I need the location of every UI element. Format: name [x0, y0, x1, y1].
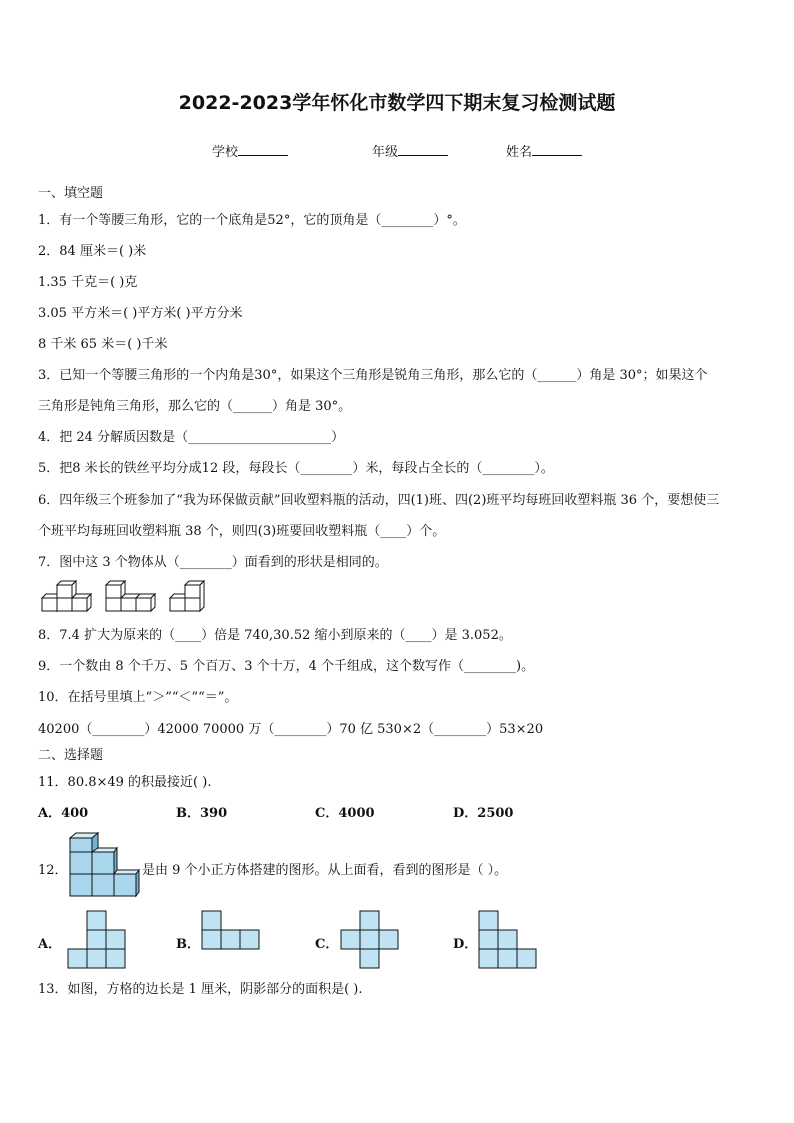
q7-cube-objects	[40, 580, 210, 614]
q12-option-c-grid	[340, 910, 400, 970]
question-2c: 3.05 平方米＝( )平方米( )平方分米	[38, 306, 243, 321]
question-5: 5．把8 米长的铁丝平均分成12 段，每段长（________）米，每段占全长的（________）。	[38, 461, 554, 476]
question-8: 8．7.4 扩大为原来的（____）倍是 740,30.52 缩小到原来的（____）是 3.052。	[38, 628, 512, 643]
section-multiple-choice: 二、选择题	[38, 748, 104, 763]
school-label: 学校	[212, 145, 239, 160]
question-12-number: 12．	[38, 863, 68, 878]
name-field	[506, 141, 582, 160]
question-10-comparisons: 40200（________）42000 70000 万（________）70 亿 530×2（________）53×20	[38, 722, 544, 737]
q12-cube-structure	[68, 832, 140, 898]
grade-blank	[398, 143, 448, 156]
q7-object-3	[170, 581, 204, 611]
question-10: 10．在括号里填上“＞”“＜”“＝”。	[38, 690, 238, 705]
question-3b: 三角形是钝角三角形，那么它的（______）角是 30°。	[38, 399, 352, 414]
grade-field	[372, 141, 448, 160]
q12-option-b-grid	[201, 910, 261, 951]
section-fill-in: 一、填空题	[38, 186, 104, 201]
q7-object-2	[106, 581, 155, 611]
school-field	[212, 141, 288, 160]
name-blank	[532, 143, 582, 156]
q12-option-d-grid	[478, 910, 538, 970]
question-2a: 2．84 厘米＝( )米	[38, 244, 147, 259]
q12-option-d-label: D．	[453, 937, 478, 952]
question-2d: 8 千米 65 米＝( )千米	[38, 337, 168, 352]
grade-label: 年级	[372, 145, 399, 160]
question-3a: 3．已知一个等腰三角形的一个内角是30°，如果这个三角形是锐角三角形，那么它的（______）角是 30°；如果这个	[38, 368, 708, 383]
q12-option-a-label: A．	[38, 937, 62, 952]
q11-option-b: B．390	[176, 806, 228, 821]
question-12-text: 是由 9 个小正方体搭建的图形。从上面看，看到的图形是（ ）。	[142, 863, 508, 878]
q12-option-b-label: B．	[176, 937, 200, 952]
question-4: 4．把 24 分解质因数是（______________________）	[38, 430, 345, 445]
question-13: 13．如图，方格的边长是 1 厘米，阴影部分的面积是( ).	[38, 982, 363, 997]
question-2b: 1.35 千克＝( )克	[38, 275, 138, 290]
question-6b: 个班平均每班回收塑料瓶 38 个，则四(3)班要回收塑料瓶（____）个。	[38, 524, 446, 539]
question-1: 1．有一个等腰三角形，它的一个底角是52°，它的顶角是（________）°。	[38, 213, 466, 228]
q12-option-a-grid	[67, 910, 127, 970]
question-6a: 6．四年级三个班参加了“我为环保做贡献”回收塑料瓶的活动，四(1)班、四(2)班平均每班回收塑料瓶 36 个，要想使三	[38, 493, 720, 508]
q11-option-a: A．400	[38, 806, 89, 821]
question-7: 7．图中这 3 个物体从（________）面看到的形状是相同的。	[38, 555, 388, 570]
page-title: 2022-2023学年怀化市数学四下期末复习检测试题	[178, 92, 616, 114]
q12-option-c-label: C．	[315, 937, 339, 952]
question-11: 11．80.8×49 的积最接近( ).	[38, 775, 212, 790]
q7-object-1	[42, 581, 91, 611]
q11-option-d: D．2500	[453, 806, 514, 821]
school-blank	[238, 143, 288, 156]
question-9: 9．一个数由 8 个千万、5 个百万、3 个十万，4 个千组成，这个数写作（________)。	[38, 659, 535, 674]
name-label: 姓名	[506, 145, 533, 160]
q11-option-c: C．4000	[315, 806, 375, 821]
